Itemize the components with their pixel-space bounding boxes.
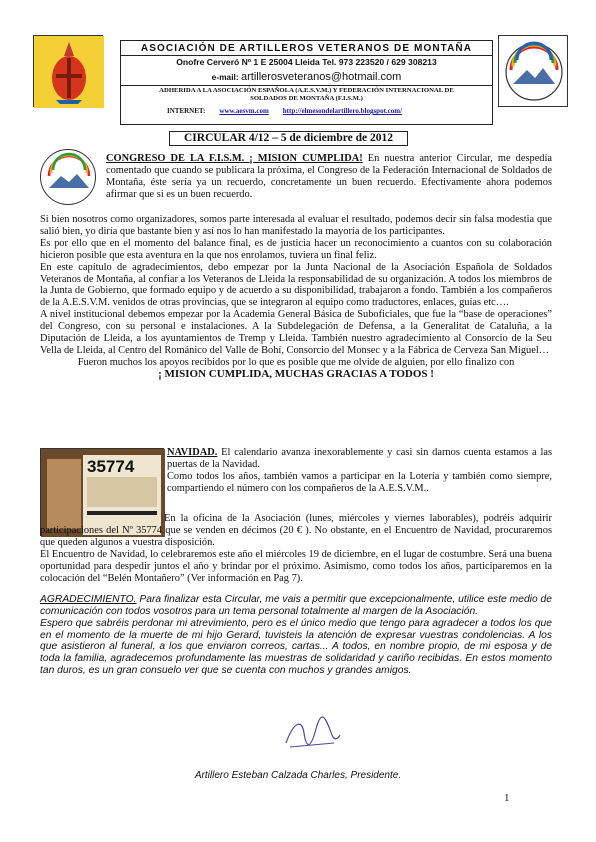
navidad-intro bbox=[167, 447, 552, 495]
fism-logo bbox=[40, 149, 96, 205]
congreso-p4: En este capítulo de agradecimientos, debo empezar por la Junta Nacional de la Asociación Española de Soldados Veteranos de Montaña, al confiar a los Veteranos de Lleida la responsabilidad de su organización. A todos los miembros de la Junta de Gobierno, que formado equipo y de acuerdo a su disponibilidad, trabajaron a fondo. También a los compañeros de la A.E.S.V.M. venidos de otras provincias, que se integraron al equipo como traductores, enlaces, guías etc…. bbox=[40, 261, 552, 309]
congreso-closing: ¡ MISION CUMPLIDA, MUCHAS GRACIAS A TODOS ! bbox=[158, 367, 434, 380]
aesvm-link[interactable]: www.aesvm.com bbox=[219, 107, 269, 115]
congreso-body bbox=[40, 214, 552, 381]
organization-address: Onofre Cerveró Nº 1 E 25004 Lleida Tel. 973 223520 / 629 308213 bbox=[176, 57, 437, 67]
navidad-p4: El Encuentro de Navidad, lo celebraremos este año el miércoles 19 de diciembre, en el lugar de costumbre. Será una buena oportunidad para despedir juntos el año y brindar por el próximo. Asimismo, como todos los años, participaremos en la colocación del “Belén Montañero” (Ver información en Pag 7). bbox=[40, 548, 552, 584]
navidad-p3: En la oficina de la Asociación (lunes, miércoles y viernes laborables), podréis adquirir participaciones del Nº 35774 que se venden en décimos (20 € ). No obstante, en el Encuentro de Navidad, procuraremos que queden algunos a vuestra disposición. bbox=[40, 513, 552, 548]
congreso-p1: En nuestra anterior Circular, me despedía comentado que cuando se publicara la próxima, el Congreso de la Federación Internacional de Soldados de Montaña, éste sería ya un recuerdo, concretamente un buen recuerdo. Efectivamente ahora podemos afirmar que si es un buen recuerdo. bbox=[106, 153, 552, 200]
aesvm-logo bbox=[498, 35, 568, 107]
congreso-p3: Es por ello que en el momento del balance final, es de justicia hacer un reconocimiento a cuantos con su colaboración hicieron posible que esta aventura en la que nos enrolamos, tuviera un final feliz. bbox=[40, 237, 552, 261]
association-logo bbox=[33, 35, 103, 107]
email-address[interactable]: artillerosveteranos@hotmail.com bbox=[240, 71, 402, 83]
affiliation-text: ADHERIDA A LA ASOCIACIÓN ESPAÑOLA (A.E.S.V.M.) Y FEDERACIÓN INTERNACIONAL DE SOLDADOS DE MONTAÑA (F.I.S.M.) bbox=[159, 87, 454, 102]
email-label: e-mail: bbox=[211, 72, 241, 82]
internet-links bbox=[121, 107, 492, 115]
navidad-p1: El calendario avanza inexorablemente y casi sin darnos cuenta estamos a las puertas de la Navidad. bbox=[167, 447, 552, 470]
blog-link[interactable]: http://elmesondelartillero.blogspot.com/ bbox=[282, 107, 403, 115]
page-number: 1 bbox=[504, 792, 510, 804]
ticket-number: 35774 bbox=[87, 457, 135, 476]
signatory-name: Artillero Esteban Calzada Charles, Presidente. bbox=[194, 770, 402, 781]
congreso-heading: CONGRESO DE LA F.I.S.M. ¡ MISION CUMPLIDA! bbox=[106, 153, 363, 164]
congreso-intro bbox=[106, 153, 552, 201]
agradecimiento-p2: Espero que sabréis perdonar mi atrevimiento, pero es el único medio que tengo para agradecer a todos los que en el momento de la muerte de mi hijo Gerard, tuvisteis la atención de expresar vuestras condolencias. A los que asistieron al funeral, a los que enviaron correos, cartas... A todos, en nombre propio, de mi esposa y de toda la familia, agradecemos profundamente las muestras de solidaridad y cariño recibidas. En estos momento tan duros, es un gran consuelo ver que se cuenta con muchos y grandes amigos. bbox=[40, 618, 552, 676]
agradecimiento-p1: Para finalizar esta Circular, me vais a permitir que excepcionalmente, utilice este medio de comunicación con todos vosotros para un tema personal totalmente al margen de la Asociación. bbox=[40, 594, 553, 617]
letterhead bbox=[120, 40, 493, 125]
congreso-p6: Fueron muchos los apoyos recibidos por lo que es posible que me olvide de alguien, por ello finalizo con bbox=[77, 356, 515, 368]
agradecimiento-heading: AGRADECIMIENTO. bbox=[40, 594, 137, 605]
circular-title: CIRCULAR 4/12 – 5 de diciembre de 2012 bbox=[169, 131, 408, 146]
internet-label: INTERNET: bbox=[167, 107, 206, 115]
navidad-p2: Como todos los años, también vamos a participar en la Lotería y también como siempre, compartiendo el número con los compañeros de la A.E.S.V.M.. bbox=[167, 470, 552, 494]
organization-name: ASOCIACIÓN DE ARTILLEROS VETERANOS DE MONTAÑA bbox=[140, 43, 473, 54]
organization-email bbox=[121, 71, 492, 83]
congreso-p2: Si bien nosotros como organizadores, somos parte interesada al evaluar el resultado, podemos decir sin falsa modestia que salió bien, yo diría que bastante bien y así nos lo han manifestado la mayoría de los participantes. bbox=[40, 214, 552, 237]
agradecimiento-section bbox=[40, 594, 552, 677]
handwritten-signature bbox=[280, 713, 342, 755]
navidad-body bbox=[40, 513, 552, 584]
navidad-heading: NAVIDAD. bbox=[167, 447, 218, 458]
congreso-p5: A nivel institucional debemos empezar por la Academia General Básica de Suboficiales, que fue la “base de operaciones” del Congreso, con su personal e instalaciones. A la Subdelegación de Defensa, a la Generalitat de Cataluña, a la Diputación de Lleida, a los ayuntamientos de Tremp y Lleida. También nuestro agradecimiento al Consorcio de la Seu Vella de Lleida, al Centro del Románico del Valle de Bohí, Consorcio del Monsec y a la Fábrica de Cerveza San Miguel… bbox=[40, 309, 552, 356]
